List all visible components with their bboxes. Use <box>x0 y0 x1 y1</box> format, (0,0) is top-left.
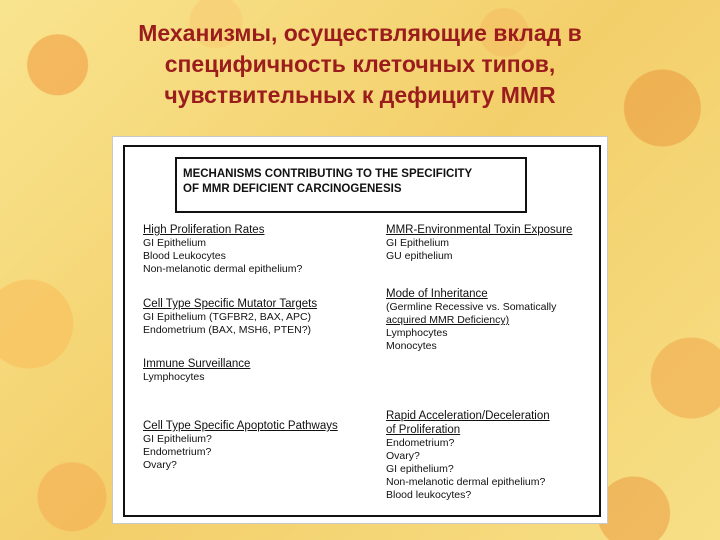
section-high-proliferation <box>143 223 302 276</box>
slide-title <box>0 18 720 111</box>
section-item: acquired MMR Deficiency) <box>386 314 510 326</box>
section-item: Non-melanotic dermal epithelium? <box>386 476 546 488</box>
section-heading: High Proliferation Rates <box>143 224 265 236</box>
figure-header-line-2: OF MMR DEFICIENT CARCINOGENESIS <box>183 183 402 195</box>
slide-title-line-1: Механизмы, осуществляющие вклад в <box>138 20 582 46</box>
section-item: Lymphocytes <box>143 371 205 383</box>
section-apoptotic-pathways <box>143 419 338 472</box>
section-mode-of-inheritance <box>386 287 556 353</box>
section-item: Blood Leukocytes <box>143 250 226 262</box>
section-item: (Germline Recessive vs. Somatically <box>386 301 557 313</box>
scanned-figure <box>112 136 608 524</box>
section-item: GI Epithelium? <box>143 433 212 445</box>
section-item: Ovary? <box>143 459 177 471</box>
section-item: Endometrium? <box>386 437 455 449</box>
section-item: Monocytes <box>386 340 437 352</box>
section-heading: Cell Type Specific Apoptotic Pathways <box>143 420 338 432</box>
section-item: GI Epithelium (TGFBR2, BAX, APC) <box>143 311 312 323</box>
section-item: Lymphocytes <box>386 327 448 339</box>
section-item: Endometrium? <box>143 446 212 458</box>
section-heading: MMR-Environmental Toxin Exposure <box>386 224 573 236</box>
section-item: GI Epithelium <box>143 237 207 249</box>
figure-frame <box>123 145 601 517</box>
section-item: Blood leukocytes? <box>386 489 472 501</box>
section-item: GI epithelium? <box>386 463 454 475</box>
section-heading: of Proliferation <box>386 424 461 436</box>
section-item: GI Epithelium <box>386 237 450 249</box>
section-item: Non-melanotic dermal epithelium? <box>143 263 303 275</box>
section-heading: Immune Surveillance <box>143 358 251 370</box>
slide-title-line-3: чувствительных к дефициту MMR <box>164 82 556 108</box>
section-item: Endometrium (BAX, MSH6, PTEN?) <box>143 324 312 336</box>
section-immune-surveillance <box>143 357 250 384</box>
section-heading: Mode of Inheritance <box>386 288 488 300</box>
section-toxin-exposure <box>386 223 572 263</box>
section-mutator-targets <box>143 297 317 337</box>
section-item: Ovary? <box>386 450 420 462</box>
slide-title-line-2: специфичность клеточных типов, <box>164 51 556 77</box>
section-rapid-acceleration <box>386 409 550 502</box>
section-heading: Rapid Acceleration/Deceleration <box>386 410 550 422</box>
figure-header-box <box>175 157 527 213</box>
section-heading: Cell Type Specific Mutator Targets <box>143 298 318 310</box>
section-item: GU epithelium <box>386 250 453 262</box>
figure-header-line-1: MECHANISMS CONTRIBUTING TO THE SPECIFICITY <box>183 168 473 180</box>
